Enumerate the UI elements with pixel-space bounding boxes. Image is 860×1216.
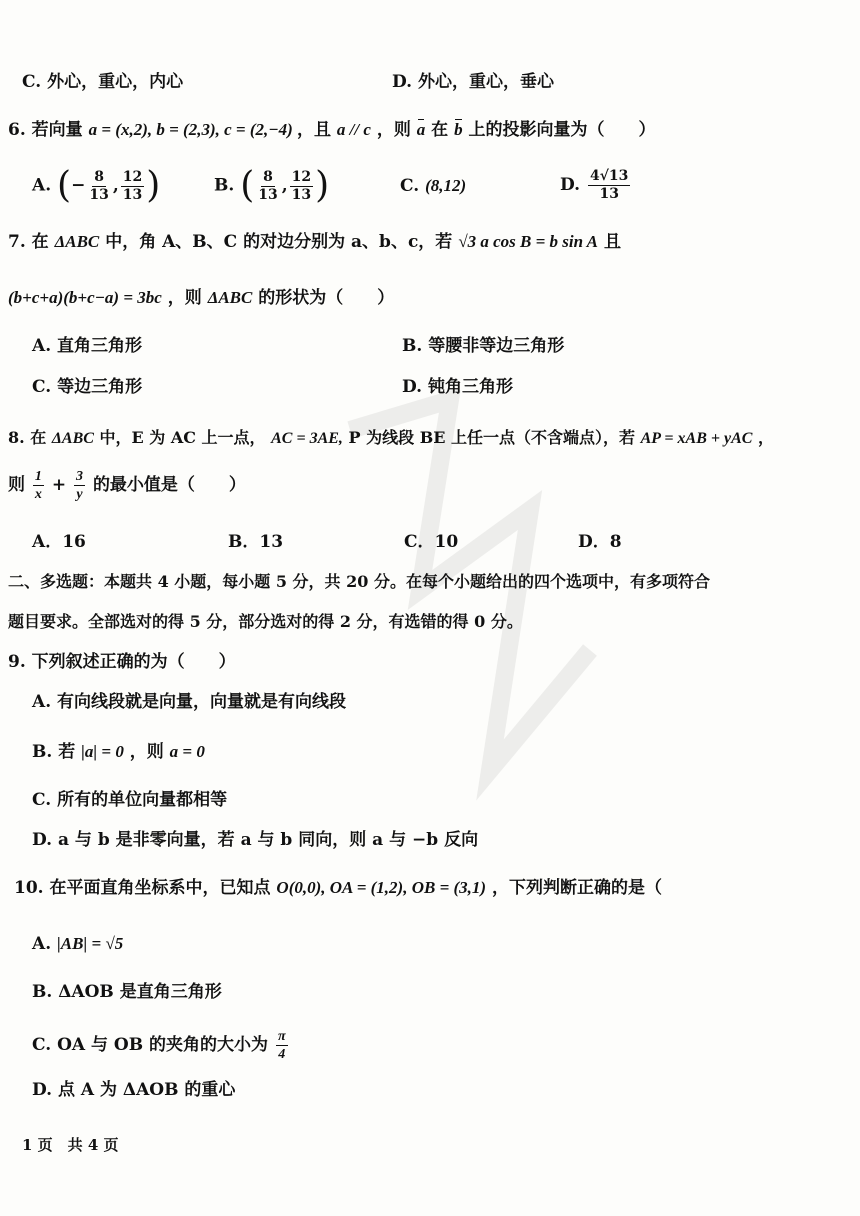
q5-option-c: C. 外心，重心，内心 xyxy=(22,72,184,92)
q7-stem-line1: 7. 在 ΔABC 中，角 A、B、C 的对边分别为 a、b、c，若 √3 a cos B = b sin A 且 xyxy=(8,232,621,252)
q10-option-a: A. |AB| = √5 xyxy=(32,934,124,954)
q9-option-c: C. 所有的单位向量都相等 xyxy=(32,790,228,810)
q8-option-c: C．10 xyxy=(404,532,459,552)
q5-option-d: D. 外心，重心，垂心 xyxy=(392,72,554,92)
q6-vectors-definition: a = (x,2), b = (2,3), c = (2,−4) xyxy=(88,120,293,139)
q9-option-d: D. a 与 b 是非零向量，若 a 与 b 同向，则 a 与 −b 反向 xyxy=(32,830,479,850)
q9-option-a: A. 有向线段就是向量，向量就是有向线段 xyxy=(32,692,347,712)
q8-option-b: B．13 xyxy=(228,532,284,552)
q8-option-d: D．8 xyxy=(578,532,622,552)
q6-parallel-condition: a // c xyxy=(336,120,371,139)
q7-option-a: A. 直角三角形 xyxy=(32,336,143,356)
q8-vector-equation-2: AP = xAB + yAC xyxy=(640,430,753,447)
section2-instructions-line1: 二、多选题：本题共 4 小题，每小题 5 分，共 20 分。在每个小题给出的四个选项中，有多项符合 xyxy=(8,572,710,591)
q7-equation-1: √3 a cos B = b sin A xyxy=(458,232,599,251)
q7-option-c: C. 等边三角形 xyxy=(32,377,143,397)
q6-option-d: D. $\frac{4√13}{13}$ xyxy=(560,168,629,202)
q7-equation-2: (b+c+a)(b+c−a) = 3bc xyxy=(8,288,162,307)
q8-stem-line1: 8. 在 ΔABC 中，E 为 AC 上一点， AC = 3AE, P 为线段 BE 上任一点（不含端点），若 AP = xAB + yAC ， xyxy=(8,428,775,447)
q6-text: 若向量 xyxy=(31,120,83,140)
q9-option-b: B. 若 |a| = 0 ，则 a = 0 xyxy=(32,742,205,762)
page-footer: 1 页 共 4 页 xyxy=(22,1136,119,1154)
q10-option-b: B. ΔAOB 是直角三角形 xyxy=(32,982,222,1002)
q6-option-a: A. (− $\frac{8}{13}$ , $\frac{12}{13}$ ) xyxy=(32,165,161,206)
q8-vector-equation-1: AC = 3AE, xyxy=(271,430,343,447)
q9-stem: 9. 下列叙述正确的为（ ） xyxy=(8,652,236,672)
q6-option-c: C. (8,12) xyxy=(400,176,467,196)
q6-option-b: B. ( $\frac{8}{13}$ , $\frac{12}{13}$ ) xyxy=(214,165,330,206)
q7-option-b: B. 等腰非等边三角形 xyxy=(402,336,565,356)
q8-stem-line2: 则 $\frac{1}{x}$ + $\frac{3}{y}$ 的最小值是（ ） xyxy=(8,469,246,502)
q10-option-d: D. 点 A 为 ΔAOB 的重心 xyxy=(32,1080,236,1100)
q7-stem-line2: (b+c+a)(b+c−a) = 3bc ，则 ΔABC 的形状为（ ） xyxy=(8,288,395,308)
watermark-scribble xyxy=(330,390,610,810)
q6-stem: 6. 若向量 a = (x,2), b = (2,3), c = (2,−4) ，且 a // c ，则 a 在 b 上的投影向量为（ ） xyxy=(8,120,656,140)
q10-stem: 10. 在平面直角坐标系中，已知点 O(0,0), OA = (1,2), OB = (3,1) ，下列判断正确的是（ xyxy=(14,878,663,898)
section2-instructions-line2: 题目要求。全部选对的得 5 分，部分选对的得 2 分，有选错的得 0 分。 xyxy=(8,612,523,631)
q6-number: 6. xyxy=(8,120,26,140)
q7-option-d: D. 钝角三角形 xyxy=(402,377,513,397)
q10-option-c: C. OA 与 OB 的夹角的大小为 $\frac{\pi}{4}$ xyxy=(32,1029,286,1062)
q8-option-a: A．16 xyxy=(32,532,86,552)
